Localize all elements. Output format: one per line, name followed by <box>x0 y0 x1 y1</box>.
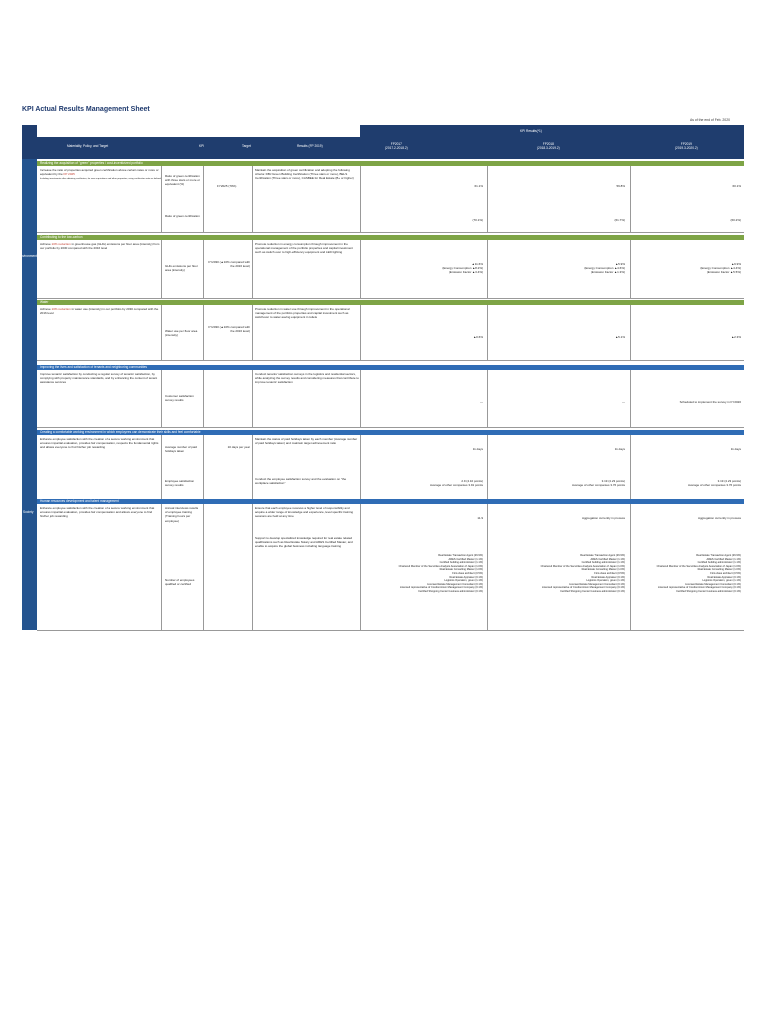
divider <box>360 475 361 499</box>
results-cell: Promote reduction in energy consumption through improvement in the operational management of the portfolio properties and capital investment such as switch over to high-efficiency equipment and LED lighting <box>255 242 353 255</box>
results-cell: Ensure that each employee receives a higher level of responsibility and acquire a wider range of knowledge and experience, level specific training sessions are held at any time <box>255 506 354 519</box>
col-materiality: Materiality, Policy, and Target <box>67 144 109 148</box>
divider <box>630 435 631 475</box>
value-fp2: — <box>622 400 625 404</box>
band-low-carbon: Contributing to the low-carbon <box>37 235 744 240</box>
results-cell: Support to develop specialized knowledge required for real estate related qualifications such as Real Estate Notary and ARES Certified Master, and enable to acquire the global business including language training <box>255 536 353 549</box>
divider <box>487 240 488 298</box>
table-row <box>37 305 744 361</box>
divider <box>161 435 162 475</box>
results-cell: Promote reduction in water use through improvement in the operational management of the portfolio properties and capital investment such as switchover to water-saving equipment in toilets <box>255 307 350 320</box>
divider <box>360 534 361 630</box>
divider <box>630 166 631 210</box>
target-cell: 10 days per year <box>227 445 250 449</box>
band-human-resources: Human resources development and talent management <box>37 499 744 504</box>
divider <box>203 166 204 210</box>
divider <box>161 166 162 210</box>
header-kpi-results <box>360 125 744 137</box>
page-title: KPI Actual Results Management Sheet <box>22 106 150 113</box>
band-working-environment: Creating a comfortable working environment in which employees can demonstrate their skills and feel comfortable <box>37 430 744 435</box>
table-row <box>37 210 744 233</box>
divider <box>252 370 253 427</box>
divider <box>360 435 361 475</box>
policy-cell: Enhance employee satisfaction with the creation of a secure working environment that ensures impartial evaluation, provides fair compensation and allows everyone to find his/her job rewarding <box>40 506 155 519</box>
col-fp2: FP2018 (2018.3-2019.2) <box>537 142 560 151</box>
divider <box>360 166 361 210</box>
kpi-cell: Average number of paid holidays taken <box>165 445 197 454</box>
results-cell: Maintain the acquisition of green certification and adopting the following criteria: DBJ Green Building Certification (Three stars or more), BELS Certification (Three stars or more), CASBEE for Real Estate (B+ or higher) <box>255 168 354 181</box>
side-environment <box>19 159 37 360</box>
policy-text: Increase the ratio of properties acquired green certification above certain rates or <box>40 168 148 172</box>
kpi-cell: Employee satisfaction survey results <box>165 479 195 488</box>
policy-text: Achieve <box>40 242 51 246</box>
header-left <box>22 125 37 159</box>
col-fp3: FP2019 (2019.3-2020.2) <box>675 142 698 151</box>
divider <box>360 305 361 360</box>
divider <box>252 210 253 232</box>
policy-cell: Improve tenants' satisfaction by conducting a regular survey of tenants' satisfaction, by complying with property maintenance standards, and by enhancing the content of tenant assistance services <box>40 372 158 385</box>
divider <box>360 370 361 427</box>
divider <box>630 210 631 232</box>
value-fp1: — <box>480 400 483 404</box>
divider <box>203 305 204 360</box>
target-cell: FY2025 (70%) <box>217 184 237 188</box>
divider <box>252 475 253 499</box>
divider <box>487 166 488 210</box>
divider <box>487 534 488 630</box>
value-fp3: Aggregation currently in process <box>697 516 741 520</box>
col-results: Results (FP 2019) <box>297 144 323 148</box>
value-fp2: ▲5.1% <box>615 335 625 339</box>
policy-highlight: 10% reduction <box>51 307 71 311</box>
policy-note: Including investments after obtaining certificates, for new acquisitions and other properties; using certification ratio as defined <box>40 178 161 181</box>
divider <box>161 240 162 298</box>
value-fp3: Real Estate Transaction Agent (26.9%) ARES Certified Master (1.1%) Certified building administrator (1.1%) Chartered Member of the Securities Analysts Association of Japan (1.0%) Real Estate Consulting Master (1.0%) First-class architect (0.5%) Real Estate Appraiser (0.1%) Logistics Operation, green (1.1%) Licensed Estate Management Consultant (0.1%) Licensed representative of Condominium Management Company (0.1%) Certified Shopping Center business administrator (0.1%) <box>656 554 741 593</box>
header-row <box>37 137 744 159</box>
divider <box>203 475 204 499</box>
kpi-cell: Customer satisfaction survey results <box>165 394 194 403</box>
value-fp2: 3.19 (4.23 points) Average of other companies 3.76 points <box>572 479 625 488</box>
table-row <box>37 166 744 211</box>
value-fp1: Real Estate Transaction Agent (26.9%) ARES Certified Master (1.1%) Certified building administrator (1.1%) Chartered Member of the Securities Analysts Association of Japan (1.0%) Real Estate Consulting Master (1.0%) First-class architect (0.5%) Real Estate Appraiser (0.1%) Logistics Operation, green (1.1%) Licensed Estate Management Consultant (0.1%) Licensed representative of Condominium Management Company (0.1%) Certified Shopping Center business administrator (0.1%) <box>398 554 483 593</box>
divider <box>252 166 253 210</box>
value-fp2: (61.7%) <box>614 218 625 222</box>
divider <box>630 504 631 534</box>
target-cell: FY2030 (▲10% compared with the 2016 level) <box>208 260 250 269</box>
divider <box>630 305 631 360</box>
policy-text-2: more or equivalent by the <box>40 168 159 177</box>
kpi-results-label: KPI Results(*1) <box>520 129 542 133</box>
value-fp3: Scheduled to implement the survey in FY2020 <box>679 400 741 404</box>
policy-cell <box>40 242 160 250</box>
divider <box>487 435 488 475</box>
divider <box>630 534 631 630</box>
table-row <box>37 504 744 535</box>
col-kpi: KPI <box>199 144 205 148</box>
divider <box>252 305 253 360</box>
kpi-sheet <box>19 125 744 630</box>
value-fp2: 11 days <box>614 447 625 451</box>
divider <box>252 435 253 475</box>
kpi-cell: Ratio of green certification <box>165 214 200 218</box>
kpi-cell: Annual interviews results of employee training (Training hours per employee) <box>165 506 199 523</box>
value-fp3: 60.1% <box>732 184 741 188</box>
divider <box>487 370 488 427</box>
divider <box>487 504 488 534</box>
divider <box>203 435 204 475</box>
value-fp3: ▲2.3% <box>731 335 741 339</box>
policy-highlight: FP 2025 <box>63 172 75 177</box>
policy-text: Achieve <box>40 307 51 311</box>
divider <box>161 305 162 360</box>
divider <box>203 370 204 427</box>
as-of-date: As of the end of Feb. 2020 <box>690 118 730 122</box>
value-fp2: ▲5.9% (Energy Consumption ▲4.6%) (Emission Factor ▲1.3%) <box>584 262 625 275</box>
environment-label: Environment <box>19 254 37 258</box>
divider <box>161 504 162 534</box>
col-target: Target <box>242 144 251 148</box>
results-cell: Maintain the status of paid holidays taken by each member (Average number of paid holidays taken) and maintain target achievement ratio <box>255 437 358 446</box>
divider <box>487 475 488 499</box>
results-cell: Conduct the employee satisfaction survey and the evaluation on "the workplace satisfaction" <box>255 477 347 486</box>
policy-highlight: 10% reduction <box>51 242 71 246</box>
band-green-properties: Realizing the acquisition of "green" properties / cost-incentivized portfolio <box>37 161 744 166</box>
value-fp2: Real Estate Transaction Agent (26.9%) ARES Certified Master (1.1%) Certified building administrator (1.1%) Chartered Member of the Securities Analysts Association of Japan (1.0%) Real Estate Consulting Master (1.0%) First-class architect (0.5%) Real Estate Appraiser (0.1%) Logistics Operation, green (1.1%) Licensed Estate Management Consultant (0.1%) Licensed representative of Condominium Management Company (0.1%) Certified Shopping Center business administrator (0.1%) <box>540 554 625 593</box>
band-water: Water <box>37 300 744 305</box>
divider <box>487 305 488 360</box>
band-tenants: Improving the lives and satisfaction of tenants and neighboring communities <box>37 365 744 370</box>
divider <box>203 504 204 534</box>
divider <box>360 504 361 534</box>
value-fp3: ▲9.9% (Energy Consumption ▲4.4%) (Emission Factor ▲5.5%) <box>700 262 741 275</box>
value-fp3: 11 days <box>730 447 741 451</box>
society-label: Society <box>23 510 34 514</box>
target-cell: FY2030 (▲10% compared with the 2016 level) <box>208 325 250 334</box>
table-row <box>37 435 744 476</box>
divider <box>203 240 204 298</box>
divider <box>487 210 488 232</box>
value-fp3: 3.19 (4.23 points) Average of other companies 3.76 points <box>688 479 741 488</box>
divider <box>360 240 361 298</box>
policy-text-2: in greenhouse gas (GHG) emissions per floor area (intensity) from our portfolio by 2030 compared with the 2016 level <box>40 242 160 251</box>
kpi-cell: GHG emissions per floor area (intensity) <box>165 264 198 273</box>
value-fp1: 2.9 (4.10 points) Average of other companies 3.91 points <box>430 479 483 488</box>
divider <box>630 475 631 499</box>
value-fp1: ▲11.6% (Energy Consumption ▲8.2%) (Emission Factor ▲3.4%) <box>442 262 483 275</box>
divider <box>252 504 253 534</box>
policy-cell <box>40 168 162 181</box>
divider <box>252 534 253 630</box>
divider <box>252 240 253 298</box>
divider <box>161 534 162 630</box>
divider <box>161 370 162 427</box>
value-fp1: ▲0.6% <box>473 335 483 339</box>
col-fp1: FP2017 (2017.2-2018.2) <box>385 142 408 151</box>
value-fp1: 61.1% <box>474 184 483 188</box>
table-row <box>37 370 744 428</box>
divider <box>630 370 631 427</box>
value-fp3: (60.2%) <box>730 218 741 222</box>
policy-cell: Enhance employee satisfaction with the creation of a secure working environment that ensures impartial evaluation, provides fair compensation, respects the fundamental rights and allows everyone to find his/her job rewarding <box>40 437 159 450</box>
value-fp1: 11.9 <box>477 516 483 520</box>
divider <box>630 240 631 298</box>
value-fp1: (70.1%) <box>472 218 483 222</box>
divider <box>161 475 162 499</box>
value-fp2: 59.8% <box>616 184 625 188</box>
table-row <box>37 475 744 500</box>
table-row <box>37 534 744 631</box>
divider <box>203 210 204 232</box>
value-fp1: 11 days <box>472 447 483 451</box>
results-cell: Conduct tenants' satisfaction surveys in the logistics and residential sectors, while analyzing the survey results and considering measures that contribute to improve tenants' satisfaction <box>255 372 359 385</box>
kpi-cell: Number of employees qualified or certified <box>165 578 195 587</box>
kpi-cell: Ratio of green certification with three stars or more or equivalent (%) <box>165 174 201 187</box>
table-row <box>37 240 744 299</box>
policy-cell <box>40 307 160 315</box>
divider <box>203 534 204 630</box>
divider <box>360 210 361 232</box>
divider <box>161 210 162 232</box>
side-society <box>22 360 37 630</box>
value-fp2: Aggregation currently in process <box>581 516 625 520</box>
policy-text-2: in water use (intensity) in our portfolio by 2030 compared with the 2016 level <box>40 307 159 316</box>
kpi-cell: Water use per floor area (intensity) <box>165 329 198 338</box>
